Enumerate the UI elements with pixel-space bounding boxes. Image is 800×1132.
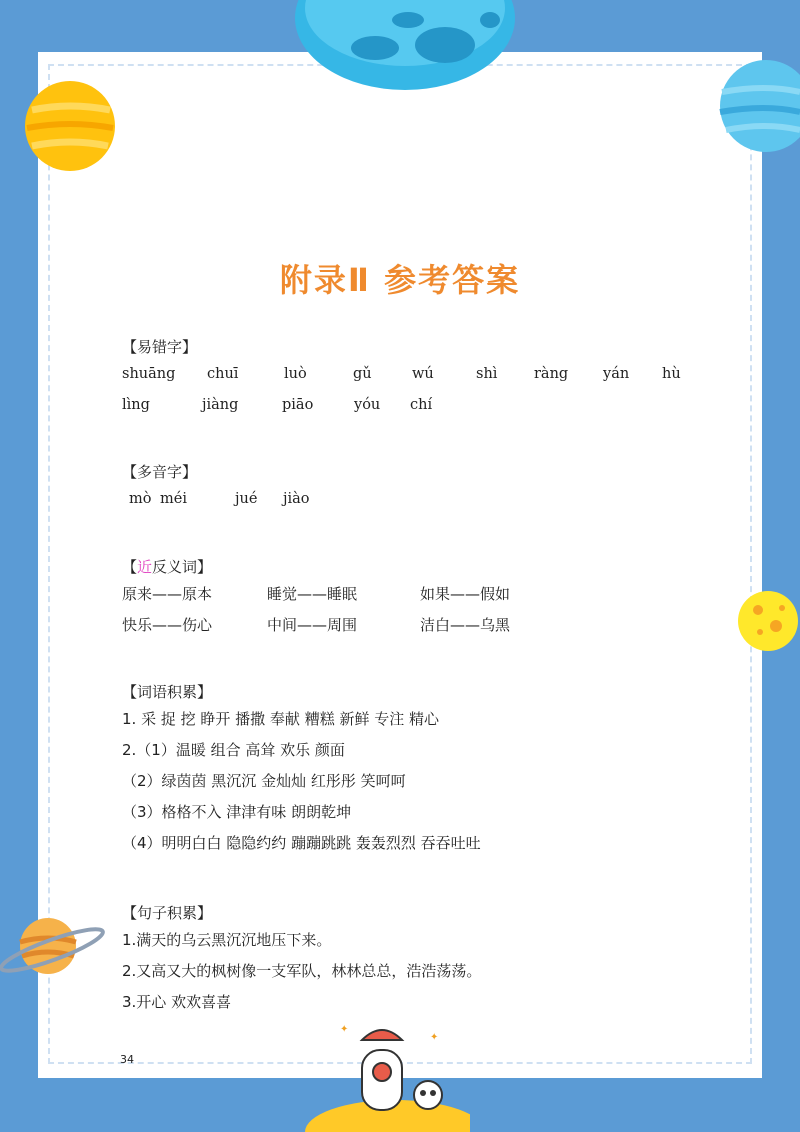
pinyin-item: jiào: [283, 491, 310, 507]
section-heading: 【近反义词】: [122, 558, 213, 576]
word-pair-row-2: [122, 610, 722, 641]
pinyin-item: yán: [603, 366, 630, 382]
section-ciyujilei: [122, 680, 722, 859]
word-pair: 如果——假如: [420, 585, 511, 603]
word-pair: 睡觉——睡眠: [267, 585, 358, 603]
svg-text:✦: ✦: [340, 1024, 349, 1035]
rocket-illustration-icon: [300, 1020, 470, 1132]
pinyin-item: chuī: [207, 366, 239, 382]
pinyin-item: lìng: [122, 397, 150, 413]
svg-text:✦: ✦: [430, 1032, 439, 1043]
text-line: 1. 采 捉 挖 睁开 播撒 奉献 糟糕 新鲜 专注 精心: [122, 710, 439, 728]
pinyin-item: yóu: [354, 397, 381, 413]
pinyin-item: shuāng: [122, 366, 176, 382]
text-line: 2.（1）温暖 组合 高耸 欢乐 颜面: [122, 741, 345, 759]
pinyin-item: ràng: [534, 366, 569, 382]
pinyin-item: luò: [284, 366, 307, 382]
pinyin-item: chí: [410, 397, 433, 413]
word-pair: 洁白——乌黑: [420, 616, 511, 634]
pinyin-item: gǔ: [353, 366, 372, 382]
heading-highlight: 近: [137, 558, 153, 576]
section-yicuozi: [122, 335, 722, 421]
section-heading: 【易错字】: [122, 338, 198, 356]
section-duoyinzi: [122, 460, 722, 515]
section-juzijilei: [122, 901, 722, 1018]
pinyin-item: mò: [129, 491, 152, 507]
pinyin-row-2: [122, 390, 722, 421]
page-title: 附录Ⅱ 参考答案: [279, 261, 521, 299]
section-heading: 【词语积累】: [122, 683, 213, 701]
pinyin-item: piāo: [282, 397, 314, 413]
pinyin-item: shì: [476, 366, 498, 382]
text-line: 1.满天的乌云黑沉沉地压下来。: [122, 931, 332, 949]
pinyin-row-1: [122, 484, 722, 515]
pinyin-item: wú: [412, 366, 434, 382]
pinyin-item: jiàng: [202, 397, 239, 413]
word-pair: 原来——原本: [122, 585, 213, 603]
ringed-planet-icon: [0, 912, 110, 982]
word-pair: 快乐——伤心: [122, 616, 213, 634]
pinyin-item: hù: [662, 366, 681, 382]
lemon-planet-icon: [736, 590, 800, 652]
section-jinfanyici: [122, 555, 722, 641]
yellow-planet-icon: [24, 80, 116, 172]
text-line: （2）绿茵茵 黑沉沉 金灿灿 红彤彤 笑呵呵: [122, 772, 406, 790]
section-heading: 【句子积累】: [122, 904, 213, 922]
blue-planet-top-icon: [280, 0, 530, 95]
text-line: 2.又高又大的枫树像一支军队，林林总总，浩浩荡荡。: [122, 962, 482, 980]
text-line: （4）明明白白 隐隐约约 蹦蹦跳跳 轰轰烈烈 吞吞吐吐: [122, 834, 481, 852]
word-pair: 中间——周围: [267, 616, 358, 634]
pinyin-item: jué: [235, 491, 258, 507]
page-number: 34: [120, 1053, 134, 1066]
pinyin-row-1: [122, 359, 722, 390]
section-heading: 【多音字】: [122, 463, 198, 481]
pinyin-item: méi: [160, 491, 187, 507]
word-pair-row-1: [122, 579, 722, 610]
cyan-planet-icon: [718, 60, 800, 152]
text-line: 3.开心 欢欢喜喜: [122, 993, 232, 1011]
text-line: （3）格格不入 津津有味 朗朗乾坤: [122, 803, 352, 821]
